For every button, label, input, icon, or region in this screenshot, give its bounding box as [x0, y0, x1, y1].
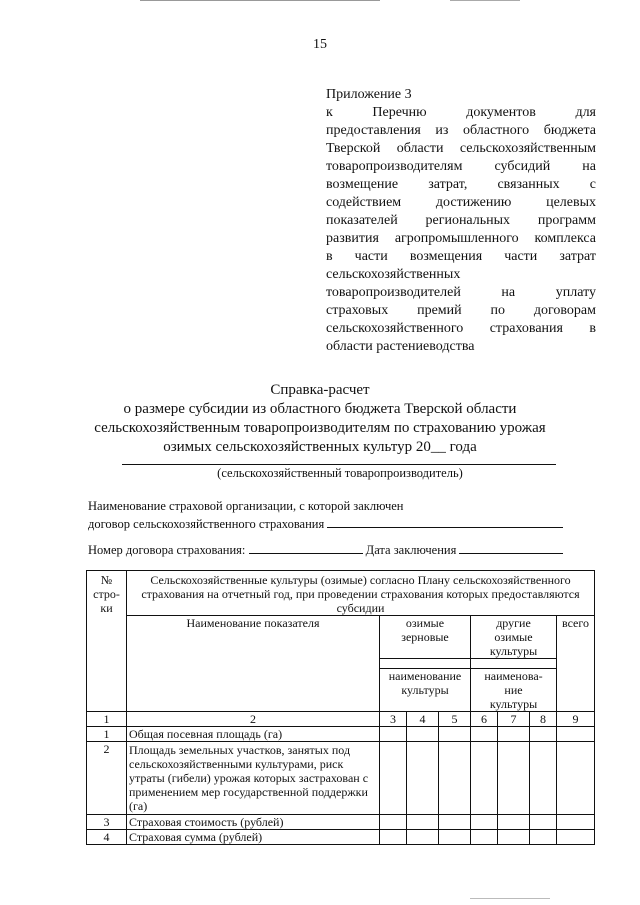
scan-bottom-edge — [470, 898, 550, 899]
table-row — [87, 742, 595, 815]
value-cell — [498, 830, 530, 845]
value-cell — [407, 742, 439, 815]
appendix-line: сельскохозяйственных — [326, 267, 461, 282]
header-total: всего — [557, 616, 595, 712]
value-cell — [380, 742, 407, 815]
value-cell — [439, 815, 471, 830]
col-number: 1 — [87, 712, 127, 727]
value-cell — [471, 727, 498, 742]
appendix-line: товаропроизводителей на уплату — [326, 285, 596, 300]
contract-date-fill — [459, 541, 563, 554]
value-cell — [530, 815, 557, 830]
appendix-line: сельскохозяйственного страхования в — [326, 321, 596, 336]
appendix-line: Приложение 3 — [326, 87, 412, 102]
header-gap — [380, 659, 471, 669]
value-cell — [407, 830, 439, 845]
scan-top-edge — [140, 0, 380, 1]
row-label: Страховая сумма (рублей) — [127, 830, 380, 845]
header-row-number: № стро- ки — [87, 571, 127, 712]
document-title — [0, 381, 640, 457]
appendix-line: предоставления из областного бюджета — [326, 123, 596, 138]
scan-top-edge-2 — [450, 0, 520, 1]
appendix-line: в части возмещения части затрат — [326, 249, 596, 264]
contract-number-fill — [249, 541, 363, 554]
value-cell — [557, 742, 595, 815]
value-cell — [530, 830, 557, 845]
header-gap — [471, 659, 557, 669]
appendix-header — [326, 86, 596, 356]
col-number: 5 — [439, 712, 471, 727]
value-cell — [439, 830, 471, 845]
row-number: 4 — [87, 830, 127, 845]
title-line: Справка-расчет — [270, 382, 370, 398]
appendix-line: содействием достижению целевых — [326, 195, 596, 210]
value-cell — [498, 727, 530, 742]
contract-number-label: Номер договора страхования: — [88, 543, 246, 557]
value-cell — [439, 742, 471, 815]
col-number: 2 — [127, 712, 380, 727]
value-cell — [380, 815, 407, 830]
producer-fill-line — [122, 464, 556, 465]
value-cell — [471, 742, 498, 815]
appendix-line: страховых премий по договорам — [326, 303, 596, 318]
contract-date-label: Дата заключения — [365, 543, 457, 557]
appendix-line: возмещение затрат, связанных с — [326, 177, 596, 192]
header-main: Сельскохозяйственные культуры (озимые) согласно Плану сельскохозяйственного страхования на отчетный год, при проведении страхования которых предоставляются субсидии — [127, 571, 595, 616]
producer-caption: (сельскохозяйственный товаропроизводитель) — [217, 466, 463, 480]
calculation-table — [86, 570, 595, 845]
row-number: 2 — [87, 742, 127, 815]
appendix-line: развития агропромышленного комплекса — [326, 231, 596, 246]
insurer-label: Наименование страховой организации, с которой заключен — [88, 499, 404, 513]
col-number: 4 — [407, 712, 439, 727]
row-label: Страховая стоимость (рублей) — [127, 815, 380, 830]
header-winter-grain: озимые зерновые — [380, 616, 471, 659]
value-cell — [471, 830, 498, 845]
value-cell — [557, 815, 595, 830]
col-number: 3 — [380, 712, 407, 727]
insurer-fill-line — [327, 515, 563, 528]
appendix-line: области растениеводства — [326, 339, 475, 354]
value-cell — [530, 727, 557, 742]
insurer-contract-label: договор сельскохозяйственного страхования — [88, 517, 325, 531]
col-number: 7 — [498, 712, 530, 727]
col-number: 9 — [557, 712, 595, 727]
value-cell — [557, 830, 595, 845]
value-cell — [439, 727, 471, 742]
value-cell — [498, 815, 530, 830]
insurer-block — [88, 498, 563, 533]
header-indicator-name: Наименование показателя — [127, 616, 380, 712]
col-number: 8 — [530, 712, 557, 727]
table-row — [87, 830, 595, 845]
header-crop-name-other: наименова- ние культуры — [471, 669, 557, 712]
row-number: 3 — [87, 815, 127, 830]
title-line: озимых сельскохозяйственных культур 20__ года — [163, 439, 477, 455]
value-cell — [380, 727, 407, 742]
value-cell — [530, 742, 557, 815]
table-row — [87, 727, 595, 742]
header-crop-name: наименование культуры — [380, 669, 471, 712]
row-label: Общая посевная площадь (га) — [127, 727, 380, 742]
value-cell — [498, 742, 530, 815]
value-cell — [471, 815, 498, 830]
appendix-line: товаропроизводителям субсидий на — [326, 159, 596, 174]
row-number: 1 — [87, 727, 127, 742]
page-number: 15 — [313, 37, 327, 52]
row-label: Площадь земельных участков, занятых под сельскохозяйственными культурами, риск утраты (гибели) урожая которых застрахован с применением мер государственной поддержки (га) — [127, 742, 380, 815]
title-line: о размере субсидии из областного бюджета Тверской области — [123, 401, 517, 417]
col-number: 6 — [471, 712, 498, 727]
value-cell — [407, 815, 439, 830]
appendix-line: Тверской области сельскохозяйственным — [326, 141, 596, 156]
appendix-line: к Перечню документов для — [326, 105, 596, 120]
value-cell — [557, 727, 595, 742]
value-cell — [380, 830, 407, 845]
appendix-line: показателей региональных программ — [326, 213, 596, 228]
title-line: сельскохозяйственным товаропроизводителям по страхованию урожая — [94, 420, 546, 436]
table-row — [87, 815, 595, 830]
contract-block — [88, 541, 563, 558]
value-cell — [407, 727, 439, 742]
header-other-winter: другие озимые культуры — [471, 616, 557, 659]
